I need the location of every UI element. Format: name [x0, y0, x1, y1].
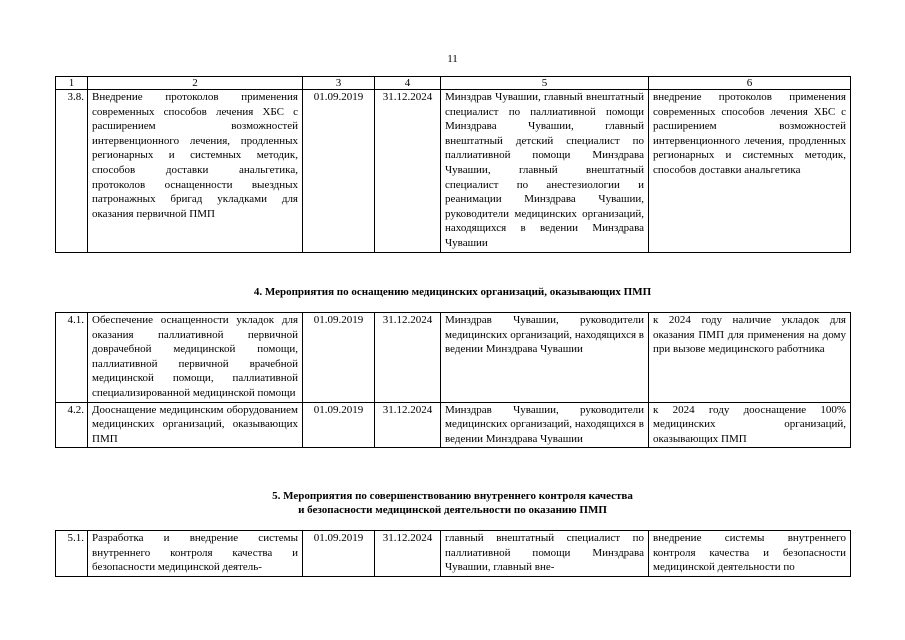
start-date: 01.09.2019: [303, 313, 375, 403]
responsible-parties: Минздрав Чувашии, руководители медицинских организаций, находящихся в ведении Минздрава Чувашии: [441, 402, 649, 448]
section-heading-4: 4. Мероприятия по оснащению медицинских организаций, оказывающих ПМП: [253, 286, 652, 298]
column-number: 3: [303, 77, 375, 90]
item-number: 3.8.: [56, 90, 88, 253]
table-row: [56, 402, 851, 448]
page-number: 11: [447, 53, 458, 65]
item-number: 4.2.: [56, 402, 88, 448]
table-row: [56, 313, 851, 403]
responsible-parties: главный внештатный специалист по паллиативной помощи Минздрава Чувашии, главный вне-: [441, 531, 649, 577]
responsible-parties: Минздрав Чувашии, главный внештатный специалист по паллиативной помощи Минздрава Чувашии, главный внештатный детский специалист по паллиативной помощи Минздрава Чувашии, главный внештатный специалист по анестезиологии и реанимации Минздрава Чувашии, руководители медицинских организаций, находящихся в ведении Минздрава Чувашии: [441, 90, 649, 253]
section-heading-5-line1: 5. Мероприятия по совершенствованию внутреннего контроля качества: [272, 490, 633, 502]
column-number: 1: [56, 77, 88, 90]
expected-result: к 2024 году наличие укладок для оказания ПМП для применения на дому при вызове медицинского работника: [649, 313, 851, 403]
measure-description: Обеспечение оснащенности укладок для оказания паллиативной первичной доврачебной медицинской помощи, паллиативной первичной врачебной медицинской помощи, паллиативной специализированной медицинской помощи: [88, 313, 303, 403]
item-number: 4.1.: [56, 313, 88, 403]
start-date: 01.09.2019: [303, 402, 375, 448]
table-row: [56, 531, 851, 577]
column-number: 4: [375, 77, 441, 90]
column-number-header: [56, 77, 851, 90]
item-number: 5.1.: [56, 531, 88, 577]
measure-description: Разработка и внедрение системы внутреннего контроля качества и безопасности медицинской деятель-: [88, 531, 303, 577]
table-block-measures-4: [55, 312, 851, 448]
end-date: 31.12.2024: [375, 402, 441, 448]
measure-description: Внедрение протоколов применения современных способов лечения ХБС с расширением возможностей интервенционного лечения, продленных регионарных и системных методик, способов доставки анальгетика, протоколов оснащенности выездных патронажных бригад укладками для оказания первичной ПМП: [88, 90, 303, 253]
column-number: 6: [649, 77, 851, 90]
start-date: 01.09.2019: [303, 90, 375, 253]
end-date: 31.12.2024: [375, 531, 441, 577]
expected-result: внедрение протоколов применения современных способов лечения ХБС с расширением возможностей интервенционного лечения, продленных регионарных и системных методик, способов доставки анальгетика: [649, 90, 851, 253]
responsible-parties: Минздрав Чувашии, руководители медицинских организаций, находящихся в ведении Минздрава Чувашии: [441, 313, 649, 403]
start-date: 01.09.2019: [303, 531, 375, 577]
measure-description: Дооснащение медицинским оборудованием медицинских организаций, оказывающих ПМП: [88, 402, 303, 448]
expected-result: внедрение системы внутреннего контроля качества и безопасности медицинской деятельности по: [649, 531, 851, 577]
table-block-measures-5: [55, 530, 851, 577]
end-date: 31.12.2024: [375, 90, 441, 253]
table-row: [56, 90, 851, 253]
column-number: 5: [441, 77, 649, 90]
expected-result: к 2024 году дооснащение 100% медицинских организаций, оказывающих ПМП: [649, 402, 851, 448]
section-heading-5: [55, 489, 850, 517]
end-date: 31.12.2024: [375, 313, 441, 403]
table-block-measures-3: [55, 76, 851, 253]
section-heading-5-line2: и безопасности медицинской деятельности по оказанию ПМП: [298, 504, 607, 516]
column-number: 2: [88, 77, 303, 90]
